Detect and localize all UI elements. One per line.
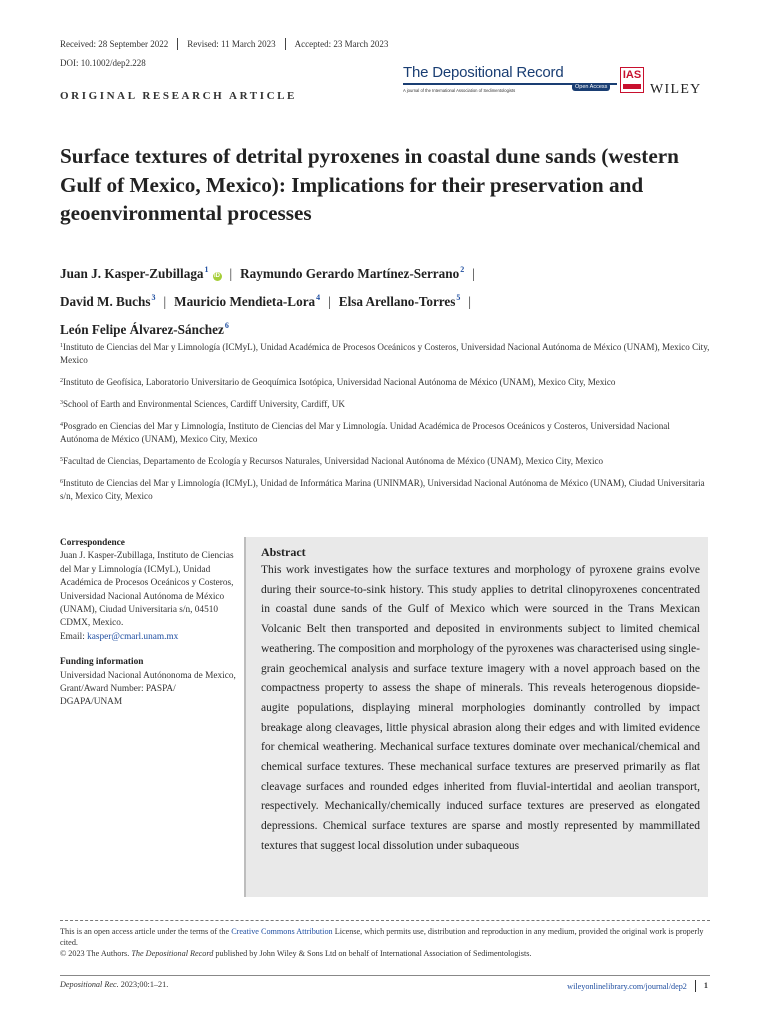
license-notice bbox=[60, 926, 710, 960]
sidebar bbox=[60, 537, 240, 722]
affiliation: $^4$Posgrado en Ciencias del Mar y Limnología, Instituto de Ciencias del Mar y Limnología. Unidad Académica de Procesos Oceánicos y Costeros, Universidad Nacional Autónoma de México (UNAM), Mexico City, Mexico bbox=[60, 421, 670, 444]
author[interactable]: Mauricio Mendieta-Lora$^4$ bbox=[174, 293, 321, 309]
correspondence-text: Juan J. Kasper-Zubillaga, Instituto de Ciencias del Mar y Limnología (ICMyL), Unidad Académica de Procesos Oceánicos y Costeros, Universidad Nacional Autónoma de México (UNAM), Ciudad Universitaria s/n, 04510 CDMX, Mexico. bbox=[60, 551, 234, 629]
author[interactable]: León Felipe Álvarez-Sánchez$^6$ bbox=[60, 321, 229, 337]
license-text: This is an open access article under the terms of the Creative Commons Attribution License, which permits use, distribution and reproduction in any medium, provided the original work is properly cited. bbox=[60, 927, 704, 948]
ias-logo-bar bbox=[623, 84, 641, 89]
abstract-box bbox=[244, 537, 708, 897]
author-separator: | bbox=[472, 266, 475, 281]
footer-dotted-rule bbox=[60, 920, 710, 921]
correspondence-block bbox=[60, 537, 240, 644]
orcid-icon[interactable]: iD bbox=[214, 273, 221, 279]
author[interactable]: Elsa Arellano-Torres$^5$ bbox=[338, 293, 461, 309]
page-number: 1 bbox=[695, 980, 708, 992]
author[interactable]: David M. Buchs$^3$ bbox=[60, 293, 156, 309]
correspondence-heading: Correspondence bbox=[60, 538, 125, 548]
abstract-text: This work investigates how the surface textures and morphology of pyroxene grains evolve during their source-to-sink history. This study applies to detrital clinopyroxenes concentrated in coastal dune sands of the Gulf of Mexico which were sourced in the Trans Mexican Volcanic Belt then transported and deposited in environments subject to limited chemical weathering. The composition and morphology of the pyroxenes was characterised using single-grain geochemical analysis and surface texture imagery with a novel approach based on the compactness property to assess the shape of minerals. This reveals heterogenous diopside-augite populations, displaying mineral morphologies dominantly controlled by impact breakage along cleavages, little physical abrasion along their edges and with limited evidence for chemical weathering. Mechanical surface textures dominate over mechanical/chemical and chemical surface textures. These mechanical surface textures are preserved primarily as flat cleavage surfaces and rounded edges inherited from fluvial-intertidal and aeolian transport, respectively. Mechanically/chemically induced surface textures are preserved as elongated depressions. Chemical surface textures are sparse and mostly represented by mammillated textures that suggest local dissolution under subaqueous bbox=[261, 564, 700, 852]
footer-right bbox=[567, 980, 708, 992]
accepted-date: Accepted: 23 March 2023 bbox=[285, 38, 398, 50]
author[interactable]: Raymundo Gerardo Martínez-Serrano$^2$ bbox=[240, 265, 465, 281]
affiliation: $^6$Instituto de Ciencias del Mar y Limnología (ICMyL), Unidad de Informática Marina (UNINMAR), Universidad Nacional Autónoma de México (UNAM), Ciudad Universitaria s/n, Mexico City, Mexico bbox=[60, 478, 705, 501]
received-date: Received: 28 September 2022 bbox=[60, 39, 169, 49]
affiliation: $^1$Instituto de Ciencias del Mar y Limnología (ICMyL), Unidad Académica de Procesos Oceánicos y Costeros, Universidad Nacional Autónoma de México (UNAM), Mexico City, Mexico bbox=[60, 342, 710, 365]
ias-logo-text: IAS bbox=[622, 69, 642, 81]
abstract-heading: Abstract bbox=[261, 545, 306, 559]
author-separator: | bbox=[328, 294, 331, 309]
journal-logo-subtitle: A journal of the International Association of Sedimentologists bbox=[403, 88, 516, 93]
author-separator: | bbox=[163, 294, 167, 309]
affiliation: $^3$School of Earth and Environmental Sciences, Cardiff University, Cardiff, UK bbox=[60, 399, 345, 409]
author-separator: | bbox=[229, 266, 233, 281]
journal-logo-name[interactable]: The Depositional Record bbox=[403, 64, 564, 81]
copyright-text: © 2023 The Authors. The Depositional Record published by John Wiley & Sons Ltd on behalf of International Association of Sedimentologists. bbox=[60, 949, 532, 959]
funding-block bbox=[60, 656, 240, 710]
email-link[interactable]: kasper@cmarl.unam.mx bbox=[87, 631, 179, 642]
article-type: ORIGINAL RESEARCH ARTICLE bbox=[60, 90, 297, 102]
funding-text: Universidad Nacional Autónonoma de Mexico, Grant/Award Number: PASPA/ DGAPA/UNAM bbox=[60, 670, 236, 708]
abstract-divider bbox=[244, 537, 246, 897]
author-separator: | bbox=[468, 294, 472, 309]
cc-license-link[interactable]: Creative Commons Attribution bbox=[231, 927, 333, 936]
doi[interactable]: DOI: 10.1002/dep2.228 bbox=[60, 58, 146, 68]
correspondence-email-line: Email: kasper@cmarl.unam.mx bbox=[60, 631, 179, 642]
publisher-logo[interactable]: WILEY bbox=[650, 82, 702, 97]
funding-heading: Funding information bbox=[60, 657, 144, 668]
journal-url-link[interactable]: wileyonlinelibrary.com/journal/dep2 bbox=[567, 981, 687, 991]
article-title: Surface textures of detrital pyroxenes in coastal dune sands (western Gulf of Mexico, Mexico): Implications for their preservation and geoenvironmental processes bbox=[60, 144, 679, 225]
affiliation: $^5$Facultad de Ciencias, Departamento de Ecología y Recursos Naturales, Universidad Nacional Autónoma de México (UNAM), Mexico City, Mexico bbox=[60, 456, 604, 466]
affiliations bbox=[60, 340, 710, 511]
open-access-badge: Open Access bbox=[572, 83, 610, 91]
ias-logo-icon bbox=[620, 67, 644, 93]
footer-rule bbox=[60, 975, 710, 976]
author-list bbox=[60, 258, 720, 342]
article-dates bbox=[60, 38, 397, 50]
revised-date: Revised: 11 March 2023 bbox=[177, 38, 284, 50]
author[interactable]: Juan J. Kasper-Zubillaga$^1$iD bbox=[60, 265, 221, 281]
citation: Depositional Rec. 2023;00:1–21. bbox=[60, 980, 169, 989]
affiliation: $^2$Instituto de Geofísica, Laboratorio Universitario de Geoquímica Isotópica, Universidad Nacional Autónoma de México (UNAM), Mexico City, Mexico bbox=[60, 377, 616, 387]
